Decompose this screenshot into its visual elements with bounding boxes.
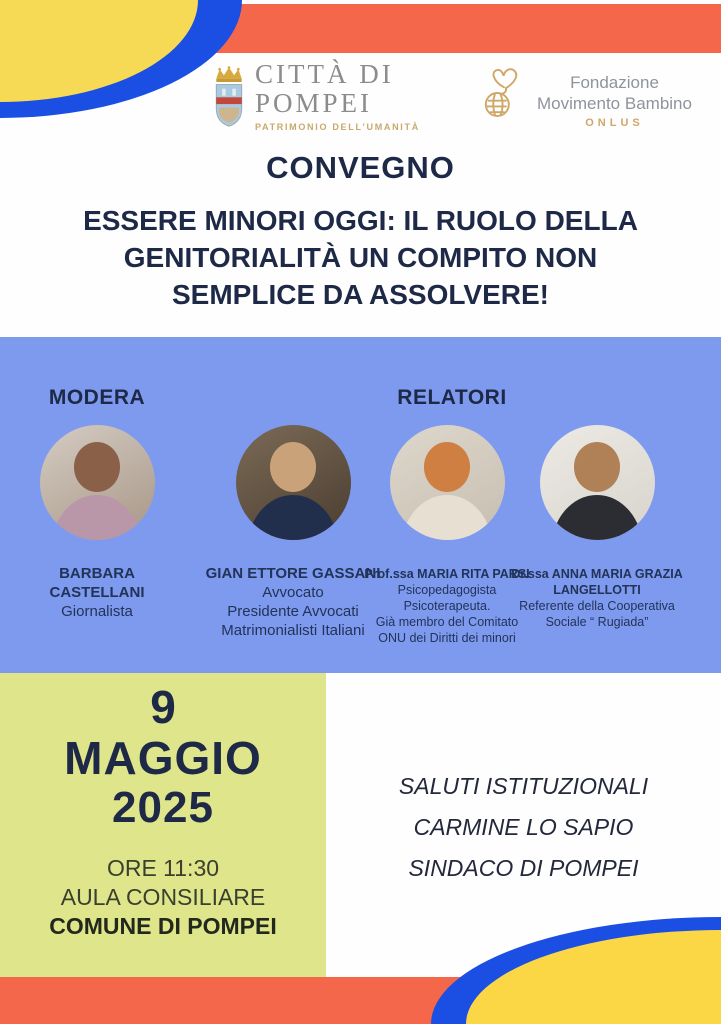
- pompei-logo-text: [255, 60, 420, 132]
- event-title-line1: ESSERE MINORI OGGI: IL RUOLO DELLA: [83, 205, 638, 236]
- speakers-section: [0, 337, 721, 673]
- fondazione-logo-line2: Movimento Bambino: [537, 94, 692, 113]
- speaker-role-line: Giornalista: [61, 603, 133, 620]
- speaker-name: Prof.ssa MARIA RITA PARSI: [364, 567, 530, 581]
- portrait-gian-ettore-gassani: [236, 425, 351, 540]
- fondazione-logo-line1: Fondazione: [570, 73, 659, 92]
- speaker-role-line: ONU dei Diritti dei minori: [378, 631, 516, 645]
- top-left-yellow-corner: [0, 0, 198, 102]
- top-orange-bar: [200, 4, 721, 53]
- pompei-coat-of-arms-icon: [212, 60, 246, 143]
- portrait-barbara-castellani: [40, 425, 155, 540]
- portrait-maria-rita-parsi: [390, 425, 505, 540]
- pompei-logo-line2: POMPEI: [255, 88, 373, 118]
- speaker-role-line: Psicoterapeuta.: [403, 599, 491, 613]
- speaker-role-line: Presidente Avvocati: [227, 603, 359, 620]
- speaker-name: GIAN ETTORE GASSANI: [205, 565, 381, 582]
- portrait-anna-maria-grazia-langellotti: [540, 425, 655, 540]
- convegno-heading: CONVEGNO: [266, 150, 455, 185]
- modera-heading: MODERA: [48, 386, 146, 409]
- relatori-heading: RELATORI: [397, 386, 507, 409]
- event-title: [25, 202, 696, 313]
- greeting-line2: CARMINE LO SAPIO: [413, 814, 634, 840]
- speaker-card-anna-maria-grazia-langellotti: [502, 425, 692, 630]
- speaker-role-line: Avvocato: [262, 584, 324, 601]
- event-month: MAGGIO: [64, 732, 262, 784]
- event-year: 2025: [112, 783, 214, 832]
- speaker-role-line: Referente della Cooperativa: [519, 599, 675, 613]
- heart-globe-icon: [481, 64, 527, 127]
- speaker-name: Dr.ssa ANNA MARIA GRAZIA LANGELLOTTI: [511, 567, 683, 597]
- speaker-role-line: Già membro del Comitato: [375, 615, 519, 629]
- fondazione-logo-text: [537, 64, 692, 129]
- event-title-line2: GENITORIALITÀ UN COMPITO NON: [123, 242, 598, 273]
- fondazione-logo: [481, 64, 692, 129]
- pompei-logo-subtitle: PATRIMONIO DELL'UMANITÀ: [255, 122, 420, 132]
- greetings-block: [326, 766, 721, 889]
- event-organization: COMUNE DI POMPEI: [49, 913, 277, 939]
- speaker-role-line: Psicopedagogista: [397, 583, 497, 597]
- bottom-right-yellow-corner: [466, 930, 721, 1024]
- greeting-line1: SALUTI ISTITUZIONALI: [398, 773, 649, 799]
- speaker-card-barbara-castellani: [7, 425, 187, 621]
- speaker-role-line: Sociale “ Rugiada”: [545, 615, 649, 629]
- speaker-role-line: Matrimonialisti Italiani: [221, 622, 365, 639]
- event-venue: AULA CONSILIARE: [60, 884, 266, 910]
- event-day: 9: [150, 681, 176, 733]
- event-time: ORE 11:30: [106, 855, 220, 881]
- pompei-logo-line1: CITTÀ DI: [255, 59, 394, 89]
- speaker-name: BARBARA CASTELLANI: [49, 565, 145, 601]
- event-date-box: [0, 673, 326, 977]
- pompei-logo: [212, 60, 420, 143]
- greeting-line3: SINDACO DI POMPEI: [408, 855, 639, 881]
- event-title-line3: SEMPLICE DA ASSOLVERE!: [171, 279, 549, 310]
- fondazione-onlus-label: ONLUS: [585, 117, 644, 129]
